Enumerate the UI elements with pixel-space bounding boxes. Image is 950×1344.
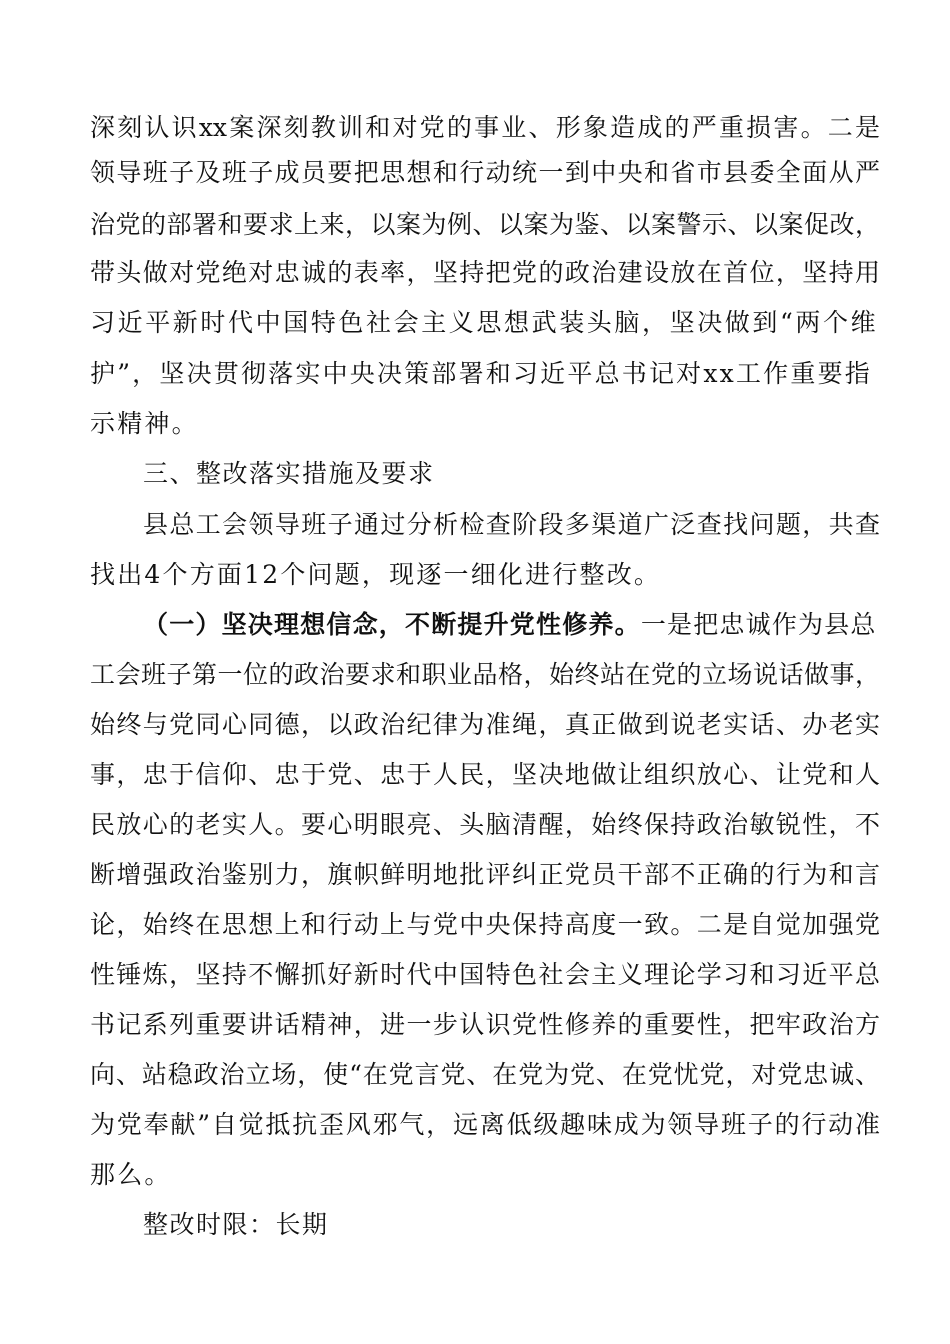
subsection-line-3: 始终与党同心同德，以政治纪律为准绳，真正做到说老实话、办老实 [90,710,880,739]
para2-line-1: 县总工会领导班子通过分析检查阶段多渠道广泛查找问题，共查 [143,510,880,539]
para1-line-3: 治党的部署和要求上来，以案为例、以案为鉴、以案警示、以案促改， [90,210,880,239]
subsection-line-10: 向、站稳政治立场，使“在党言党、在党为党、在党忧党，对党忠诚、 [90,1060,880,1089]
subsection-line-6: 断增强政治鉴别力，旗帜鲜明地批评纠正党员干部不正确的行为和言 [90,860,880,889]
subsection-line-4: 事，忠于信仰、忠于党、忠于人民，坚决地做让组织放心、让党和人 [90,760,880,789]
subsection-line-11: 为党奉献”自觉抵抗歪风邪气，远离低级趣味成为领导班子的行动准 [90,1110,880,1139]
deadline-text: 整改时限：长期 [143,1210,329,1239]
subsection-first-line [143,608,880,642]
para2-line-2: 找出4个方面12个问题，现逐一细化进行整改。 [90,560,662,589]
section-heading: 三、整改落实措施及要求 [143,459,435,488]
para1-line-4: 带头做对党绝对忠诚的表率，坚持把党的政治建设放在首位，坚持用 [90,258,880,287]
para1-line-5: 习近平新时代中国特色社会主义思想武装头脑，坚决做到“两个维 [90,308,879,337]
subsection-line-7: 论，始终在思想上和行动上与党中央保持高度一致。二是自觉加强党 [90,910,880,939]
subsection-line-8: 性锤炼，坚持不懈抓好新时代中国特色社会主义理论学习和习近平总 [90,960,880,989]
para1-line-2: 领导班子及班子成员要把思想和行动统一到中央和省市县委全面从严 [90,158,880,187]
para1-line-7: 示精神。 [90,409,199,438]
subsection-line-2: 工会班子第一位的政治要求和职业品格，始终站在党的立场说话做事， [90,660,880,689]
para1-line-1: 深刻认识xx案深刻教训和对党的事业、形象造成的严重损害。二是 [90,113,880,142]
para1-line-6: 护”，坚决贯彻落实中央决策部署和习近平总书记对xx工作重要指 [90,359,872,388]
subsection-first-line-rest: 一是把忠诚作为县总 [640,610,877,639]
subsection-line-5: 民放心的老实人。要心明眼亮、头脑清醒，始终保持政治敏锐性，不 [90,810,880,839]
subsection-title: （一）坚决理想信念，不断提升党性修养。 [143,610,641,639]
subsection-line-12: 那么。 [90,1160,172,1189]
subsection-line-9: 书记系列重要讲话精神，进一步认识党性修养的重要性，把牢政治方 [90,1010,880,1039]
